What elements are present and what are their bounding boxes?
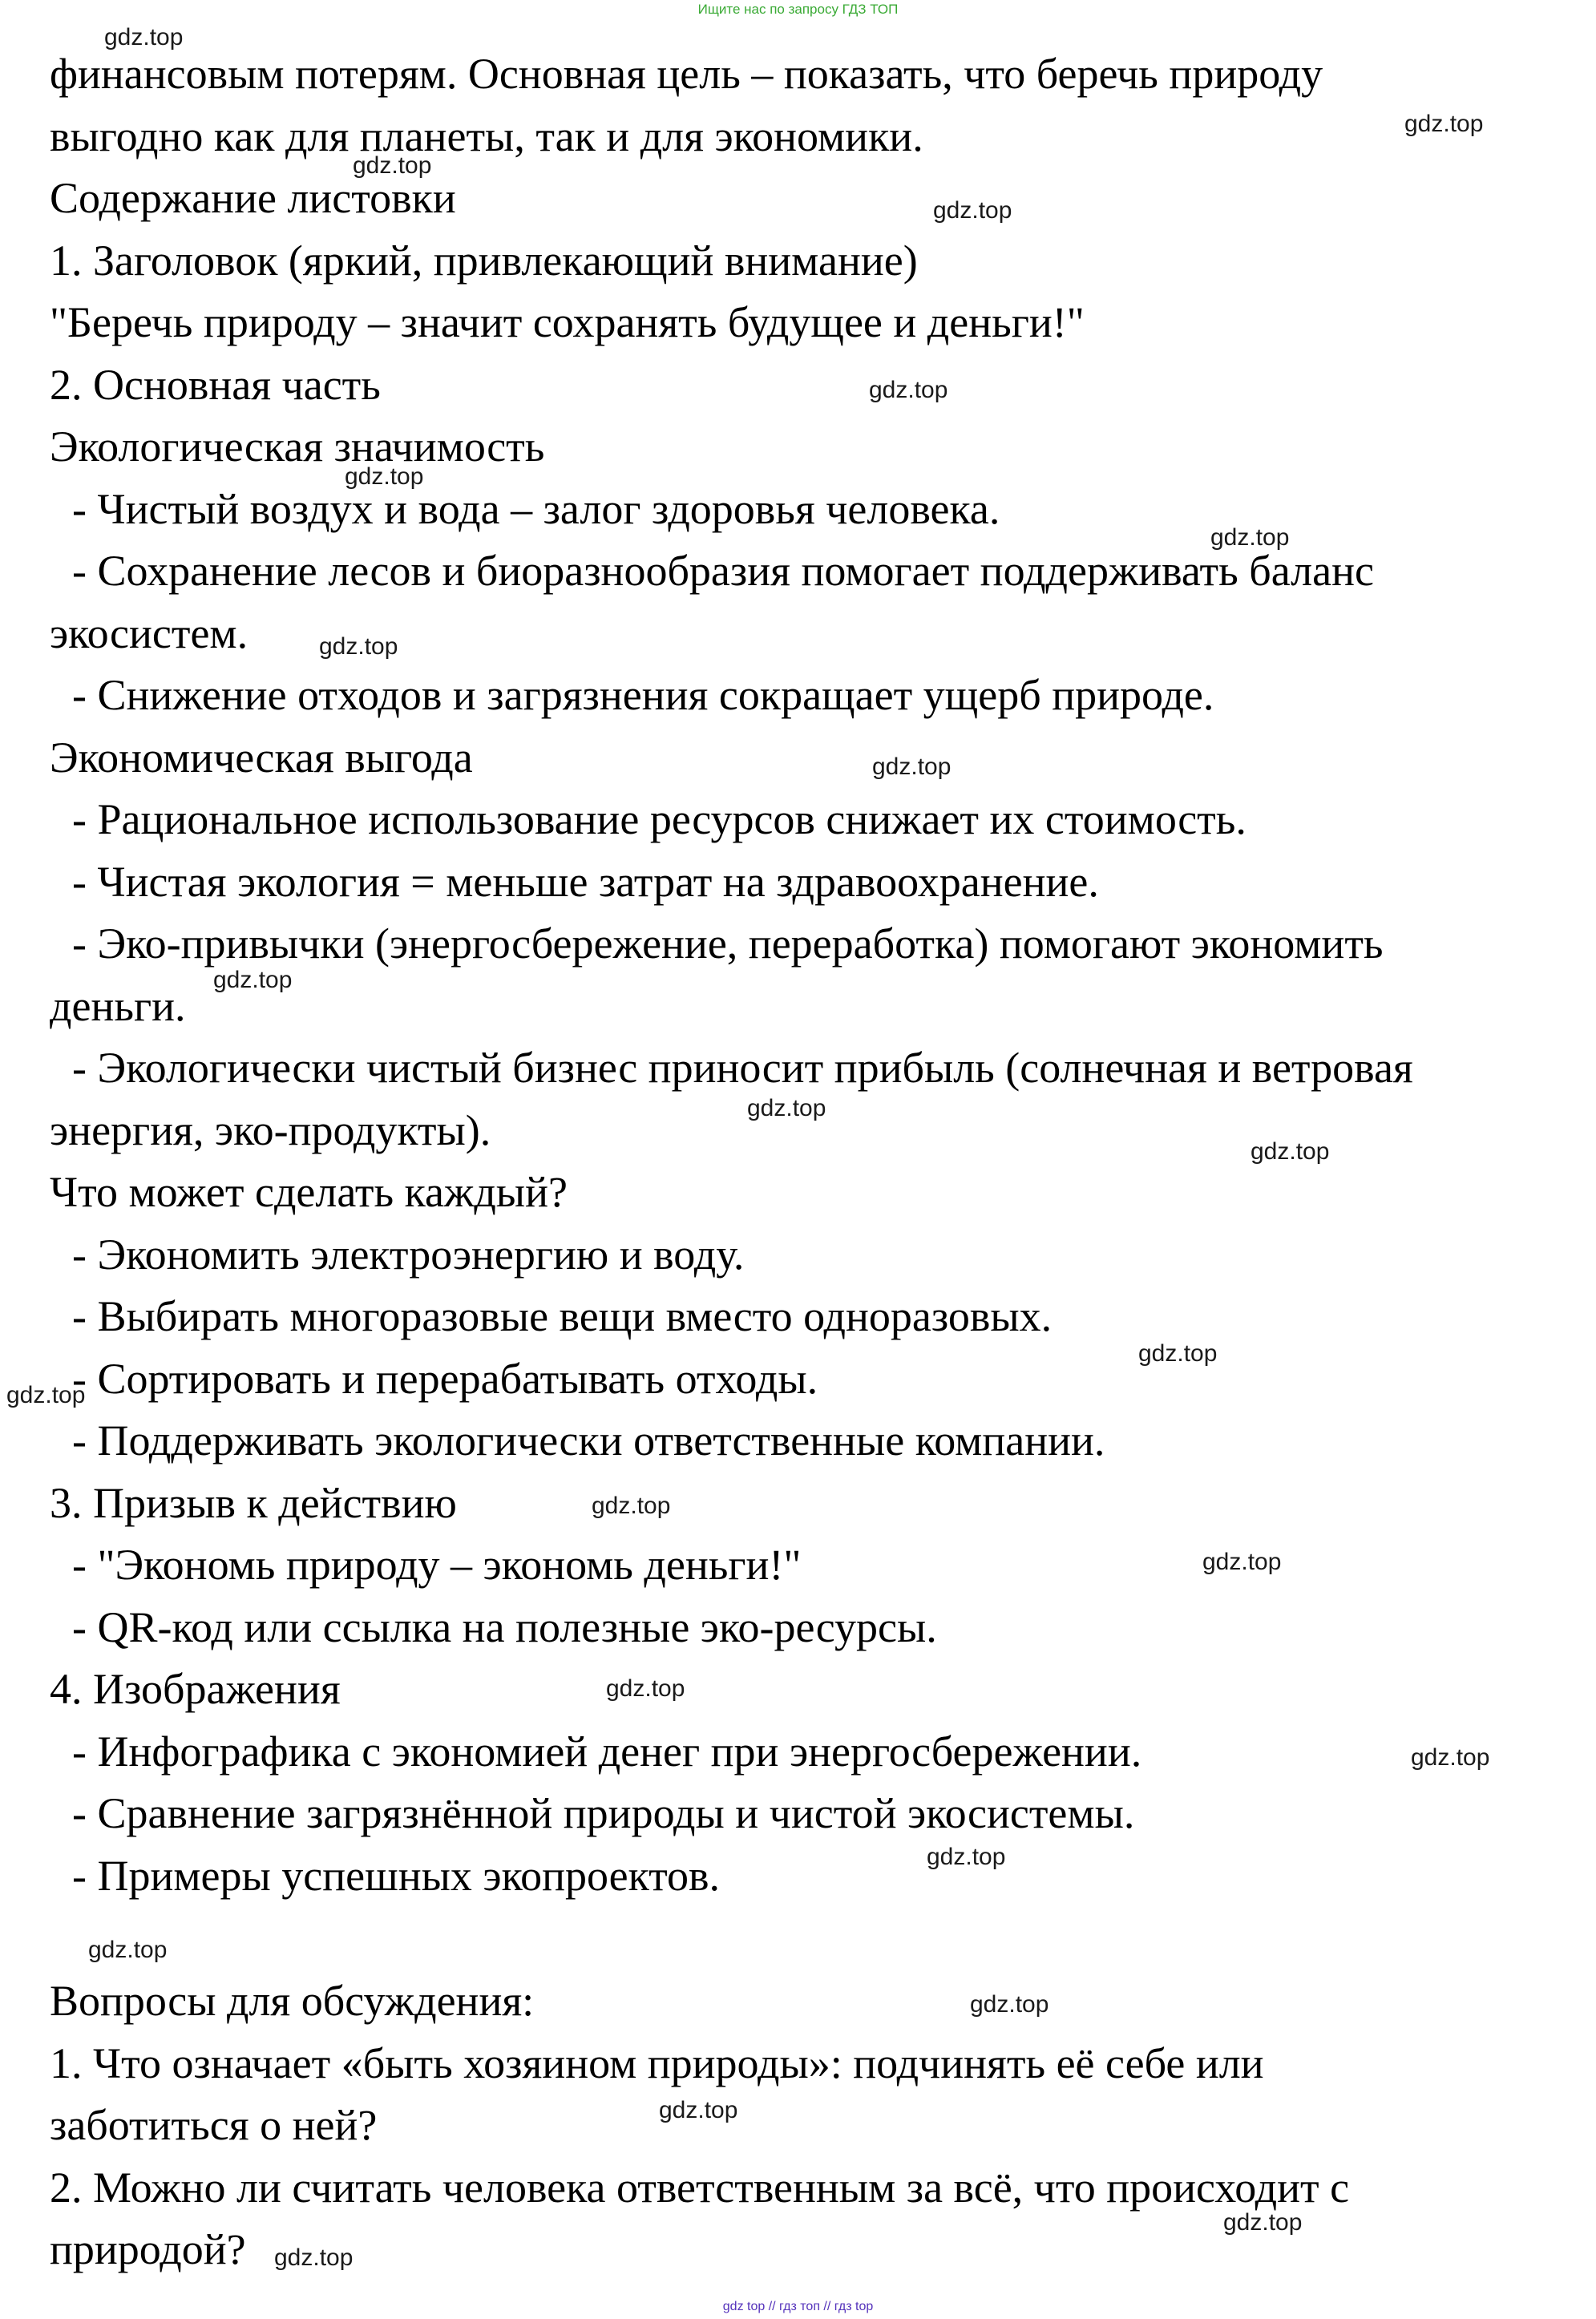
list-item: - Инфографика с экономией денег при энергосбережении. bbox=[72, 1727, 1142, 1776]
questions-heading: Вопросы для обсуждения: bbox=[50, 1977, 535, 2025]
list-item: - Экологически чистый бизнес приносит прибыль (солнечная и ветровая bbox=[72, 1044, 1413, 1092]
top-banner-link[interactable]: Ищите нас по запросу ГДЗ ТОП bbox=[697, 2, 899, 17]
watermark: gdz.top bbox=[747, 1095, 826, 1121]
subsection-heading: Экономическая выгода bbox=[50, 733, 473, 782]
list-item: - Выбирать многоразовые вещи вместо одноразовых. bbox=[72, 1292, 1053, 1340]
question-continuation: заботиться о ней? bbox=[50, 2101, 378, 2149]
section-heading: 4. Изображения bbox=[50, 1665, 341, 1713]
watermark: gdz.top bbox=[104, 24, 184, 51]
watermark: gdz.top bbox=[1404, 111, 1484, 137]
section-heading: Содержание листовки bbox=[50, 174, 456, 222]
question-item: 2. Можно ли считать человека ответственным за всё, что происходит с bbox=[50, 2163, 1350, 2212]
section-heading: 3. Призыв к действию bbox=[50, 1478, 457, 1527]
text-line: финансовым потерям. Основная цель – показать, что беречь природу bbox=[50, 50, 1323, 98]
watermark: gdz.top bbox=[1202, 1549, 1282, 1575]
watermark: gdz.top bbox=[274, 2244, 354, 2271]
list-item: - Чистый воздух и вода – залог здоровья человека. bbox=[72, 484, 1000, 533]
watermark: gdz.top bbox=[1251, 1138, 1330, 1165]
list-item: - Чистая экология = меньше затрат на здравоохранение. bbox=[72, 857, 1099, 906]
list-item: - "Экономь природу – экономь деньги!" bbox=[72, 1541, 802, 1589]
watermark: gdz.top bbox=[659, 2097, 738, 2123]
list-item: - Эко-привычки (энергосбережение, переработка) помогают экономить bbox=[72, 919, 1384, 968]
leaflet-title-quote: "Беречь природу – значит сохранять будущее и деньги!" bbox=[50, 298, 1085, 346]
watermark: gdz.top bbox=[606, 1675, 685, 1702]
text-line: выгодно как для планеты, так и для экономики. bbox=[50, 111, 923, 160]
watermark: gdz.top bbox=[1138, 1340, 1218, 1367]
list-item: - Сравнение загрязнённой природы и чистой экосистемы. bbox=[72, 1789, 1135, 1837]
bottom-banner-links[interactable]: gdz top // гдз топ // гдз top bbox=[722, 2300, 874, 2313]
watermark: gdz.top bbox=[6, 1382, 86, 1408]
list-item: - Экономить электроэнергию и воду. bbox=[72, 1230, 745, 1279]
list-item: - Поддерживать экологически ответственные компании. bbox=[72, 1416, 1105, 1465]
list-item: - Сортировать и перерабатывать отходы. bbox=[72, 1354, 818, 1403]
subsection-heading: Экологическая значимость bbox=[50, 422, 545, 471]
paragraph-gap bbox=[50, 1907, 1557, 1970]
watermark: gdz.top bbox=[1210, 524, 1290, 551]
document-body bbox=[50, 43, 1557, 2281]
watermark: gdz.top bbox=[213, 967, 293, 993]
list-item-continuation: экосистем. bbox=[50, 608, 248, 657]
list-item-continuation: деньги. bbox=[50, 981, 186, 1030]
watermark: gdz.top bbox=[353, 152, 432, 179]
list-item: - Рациональное использование ресурсов снижает их стоимость. bbox=[72, 795, 1246, 843]
watermark: gdz.top bbox=[592, 1493, 671, 1519]
watermark: gdz.top bbox=[970, 1991, 1049, 2018]
watermark: gdz.top bbox=[869, 377, 948, 403]
text-line: 1. Заголовок (яркий, привлекающий внимание) bbox=[50, 236, 918, 285]
subsection-heading: Что может сделать каждый? bbox=[50, 1168, 568, 1216]
list-item: - QR-код или ссылка на полезные эко-ресурсы. bbox=[72, 1602, 937, 1651]
list-item-continuation: энергия, эко-продукты). bbox=[50, 1105, 491, 1154]
watermark: gdz.top bbox=[1411, 1744, 1490, 1771]
question-item: 1. Что означает «быть хозяином природы»: подчинять её себе или bbox=[50, 2038, 1264, 2087]
section-heading: 2. Основная часть bbox=[50, 360, 381, 409]
watermark: gdz.top bbox=[872, 753, 952, 780]
watermark: gdz.top bbox=[927, 1844, 1006, 1870]
watermark: gdz.top bbox=[88, 1937, 168, 1963]
question-continuation: природой? bbox=[50, 2225, 246, 2273]
watermark: gdz.top bbox=[345, 463, 424, 490]
list-item: - Примеры успешных экопроектов. bbox=[72, 1851, 720, 1900]
list-item: - Снижение отходов и загрязнения сокращает ущерб природе. bbox=[72, 671, 1214, 719]
watermark: gdz.top bbox=[319, 633, 398, 660]
watermark: gdz.top bbox=[933, 197, 1012, 224]
list-item: - Сохранение лесов и биоразнообразия помогает поддерживать баланс bbox=[72, 547, 1374, 595]
watermark: gdz.top bbox=[1223, 2209, 1303, 2236]
